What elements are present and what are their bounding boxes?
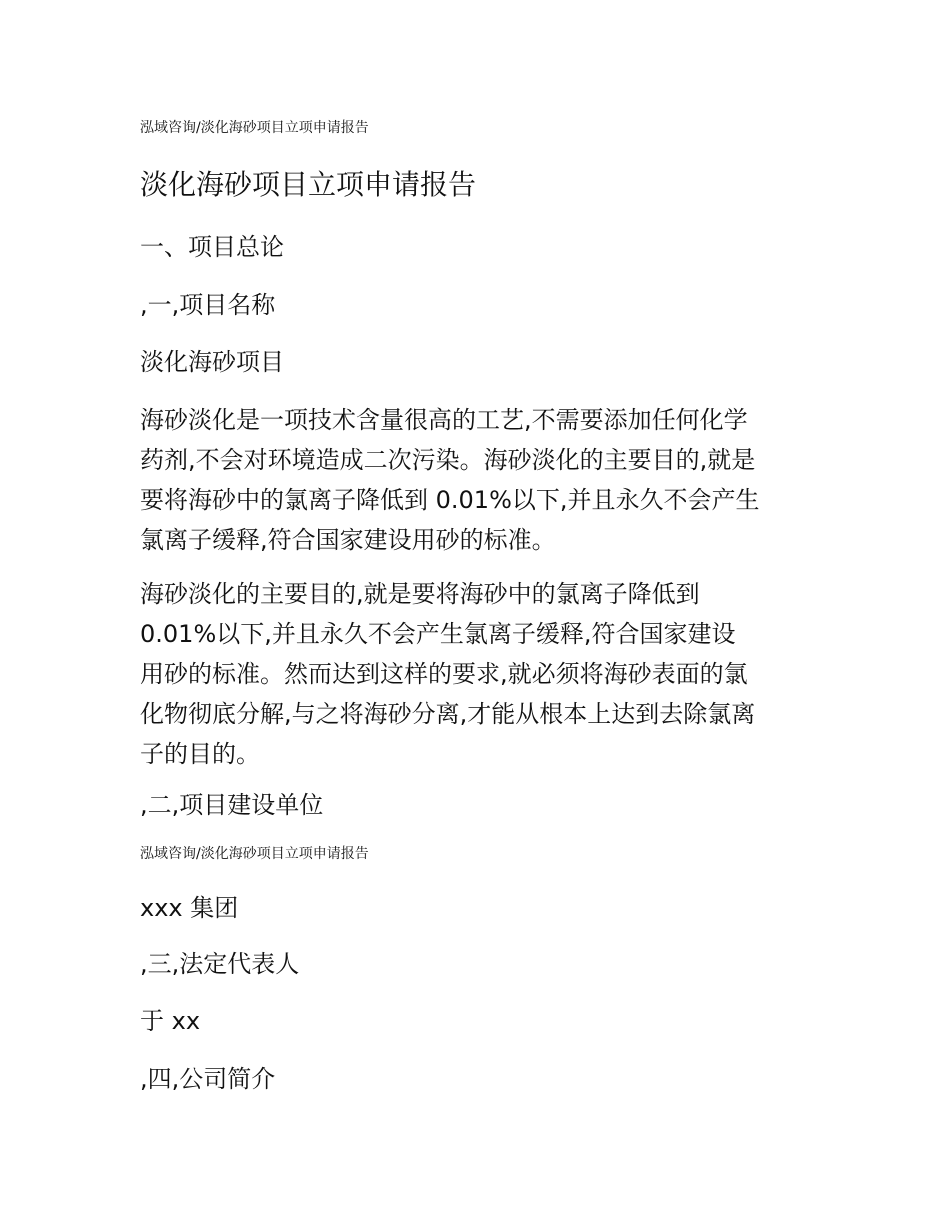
running-header: 泓域咨询/淡化海砂项目立项申请报告 [140, 120, 369, 136]
paragraph-line: 海砂淡化是一项技术含量很高的工艺,不需要添加任何化学 [140, 406, 748, 434]
paragraph-2 [140, 574, 820, 774]
paragraph-1 [140, 400, 820, 560]
paragraph-line: 化物彻底分解,与之将海砂分离,才能从根本上达到去除氯离 [140, 700, 756, 728]
subheading-company-profile: ,四,公司简介 [140, 1065, 276, 1093]
subheading-construction-unit: ,二,项目建设单位 [140, 791, 324, 819]
paragraph-line: 用砂的标准。然而达到这样的要求,就必须将海砂表面的氯 [140, 660, 748, 688]
subheading-legal-representative: ,三,法定代表人 [140, 950, 300, 978]
paragraph-line: 氯离子缓释,符合国家建设用砂的标准。 [140, 526, 556, 554]
paragraph-line: 子的目的。 [140, 740, 260, 768]
construction-unit-value: xxx 集团 [140, 894, 239, 922]
paragraph-line: 0.01%以下,并且永久不会产生氯离子缓释,符合国家建设 [140, 620, 736, 648]
subheading-project-name: ,一,项目名称 [140, 291, 276, 319]
paragraph-line: 海砂淡化的主要目的,就是要将海砂中的氯离子降低到 [140, 580, 700, 608]
paragraph-line: 要将海砂中的氯离子降低到 0.01%以下,并且永久不会产生 [140, 486, 760, 514]
running-header-repeat: 泓域咨询/淡化海砂项目立项申请报告 [140, 846, 369, 862]
paragraph-line: 药剂,不会对环境造成二次污染。海砂淡化的主要目的,就是 [140, 446, 756, 474]
project-name-value: 淡化海砂项目 [140, 348, 284, 376]
section-heading-overview: 一、项目总论 [140, 233, 284, 261]
document-title: 淡化海砂项目立项申请报告 [140, 168, 477, 201]
legal-representative-value: 于 xx [140, 1007, 201, 1035]
